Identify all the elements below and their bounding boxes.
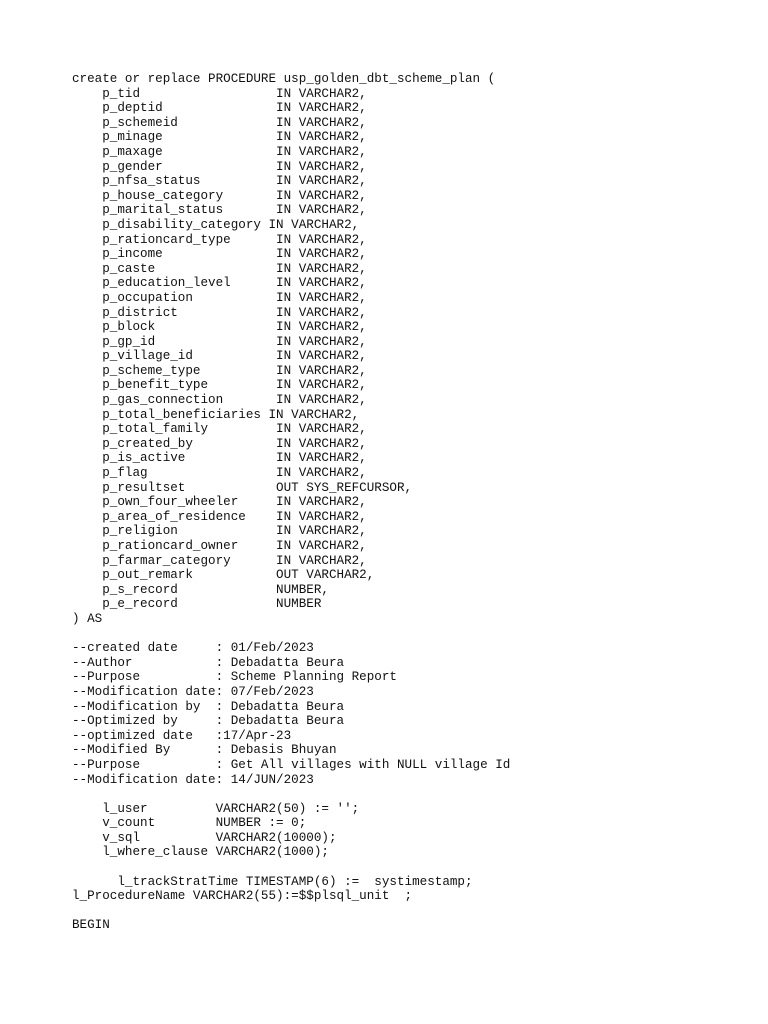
code-line: --optimized date :17/Apr-23	[72, 728, 292, 743]
code-line: p_gas_connection IN VARCHAR2,	[72, 393, 367, 408]
code-line: p_house_category IN VARCHAR2,	[72, 188, 367, 203]
code-line: p_block IN VARCHAR2,	[72, 320, 367, 335]
code-line: l_user VARCHAR2(50) := '';	[72, 801, 360, 816]
code-line: create or replace PROCEDURE usp_golden_dbt_scheme_plan (	[72, 72, 496, 86]
code-line: p_is_active IN VARCHAR2,	[72, 451, 367, 466]
code-line: p_benefit_type IN VARCHAR2,	[72, 378, 367, 393]
code-line: p_village_id IN VARCHAR2,	[72, 349, 367, 364]
code-line	[72, 860, 752, 875]
code-line: p_schemeid IN VARCHAR2,	[72, 115, 367, 130]
code-line: p_resultset OUT SYS_REFCURSOR,	[72, 480, 413, 495]
code-line: --Author : Debadatta Beura	[72, 655, 345, 670]
code-line: p_flag IN VARCHAR2,	[72, 466, 367, 481]
code-line: p_total_family IN VARCHAR2,	[72, 422, 367, 437]
code-line: --Optimized by : Debadatta Beura	[72, 714, 345, 729]
code-line: p_gp_id IN VARCHAR2,	[72, 334, 367, 349]
code-line: p_religion IN VARCHAR2,	[72, 524, 367, 539]
code-line: --Modified By : Debasis Bhuyan	[72, 743, 337, 758]
code-line: p_nfsa_status IN VARCHAR2,	[72, 174, 367, 189]
code-line: v_count NUMBER := 0;	[72, 816, 307, 831]
code-line: p_marital_status IN VARCHAR2,	[72, 203, 367, 218]
code-line: --Purpose : Scheme Planning Report	[72, 670, 397, 685]
code-line: p_occupation IN VARCHAR2,	[72, 290, 367, 305]
code-line: --Modification date: 14/JUN/2023	[72, 772, 314, 787]
code-line: p_maxage IN VARCHAR2,	[72, 144, 367, 159]
code-line: BEGIN	[72, 918, 110, 933]
code-line: l_where_clause VARCHAR2(1000);	[72, 845, 329, 860]
code-line: p_area_of_residence IN VARCHAR2,	[72, 509, 367, 524]
code-line	[72, 904, 752, 919]
code-line: p_own_four_wheeler IN VARCHAR2,	[72, 495, 367, 510]
code-line: p_rationcard_type IN VARCHAR2,	[72, 232, 367, 247]
code-line: p_minage IN VARCHAR2,	[72, 130, 367, 145]
code-line: --Modification by : Debadatta Beura	[72, 699, 345, 714]
code-line: p_e_record NUMBER	[72, 597, 322, 612]
code-line: ) AS	[72, 611, 103, 626]
code-line: p_scheme_type IN VARCHAR2,	[72, 363, 367, 378]
code-line: --Modification date: 07/Feb/2023	[72, 684, 314, 699]
code-line: p_district IN VARCHAR2,	[72, 305, 367, 320]
code-line	[72, 627, 752, 642]
code-line: v_sql VARCHAR2(10000);	[72, 830, 337, 845]
code-line: l_ProcedureName VARCHAR2(55):=$$plsql_unit ;	[72, 889, 413, 904]
code-line: p_s_record NUMBER,	[72, 582, 329, 597]
code-line: l_trackStratTime TIMESTAMP(6) := systimestamp;	[72, 874, 473, 889]
code-line: p_caste IN VARCHAR2,	[72, 261, 367, 276]
code-line: --created date : 01/Feb/2023	[72, 641, 314, 656]
code-document	[72, 72, 752, 933]
code-line: p_disability_category IN VARCHAR2,	[72, 217, 360, 232]
code-line: p_out_remark OUT VARCHAR2,	[72, 568, 375, 583]
code-line: p_deptid IN VARCHAR2,	[72, 101, 367, 116]
code-line: p_tid IN VARCHAR2,	[72, 86, 367, 101]
code-line: p_created_by IN VARCHAR2,	[72, 436, 367, 451]
code-line: p_rationcard_owner IN VARCHAR2,	[72, 539, 367, 553]
code-line: p_education_level IN VARCHAR2,	[72, 276, 367, 291]
code-line: p_gender IN VARCHAR2,	[72, 159, 367, 174]
code-line: --Purpose : Get All villages with NULL village Id	[72, 757, 511, 772]
code-line: p_farmar_category IN VARCHAR2,	[72, 553, 367, 568]
code-line: p_income IN VARCHAR2,	[72, 247, 367, 262]
code-line: p_total_beneficiaries IN VARCHAR2,	[72, 407, 360, 422]
code-line	[72, 787, 752, 802]
